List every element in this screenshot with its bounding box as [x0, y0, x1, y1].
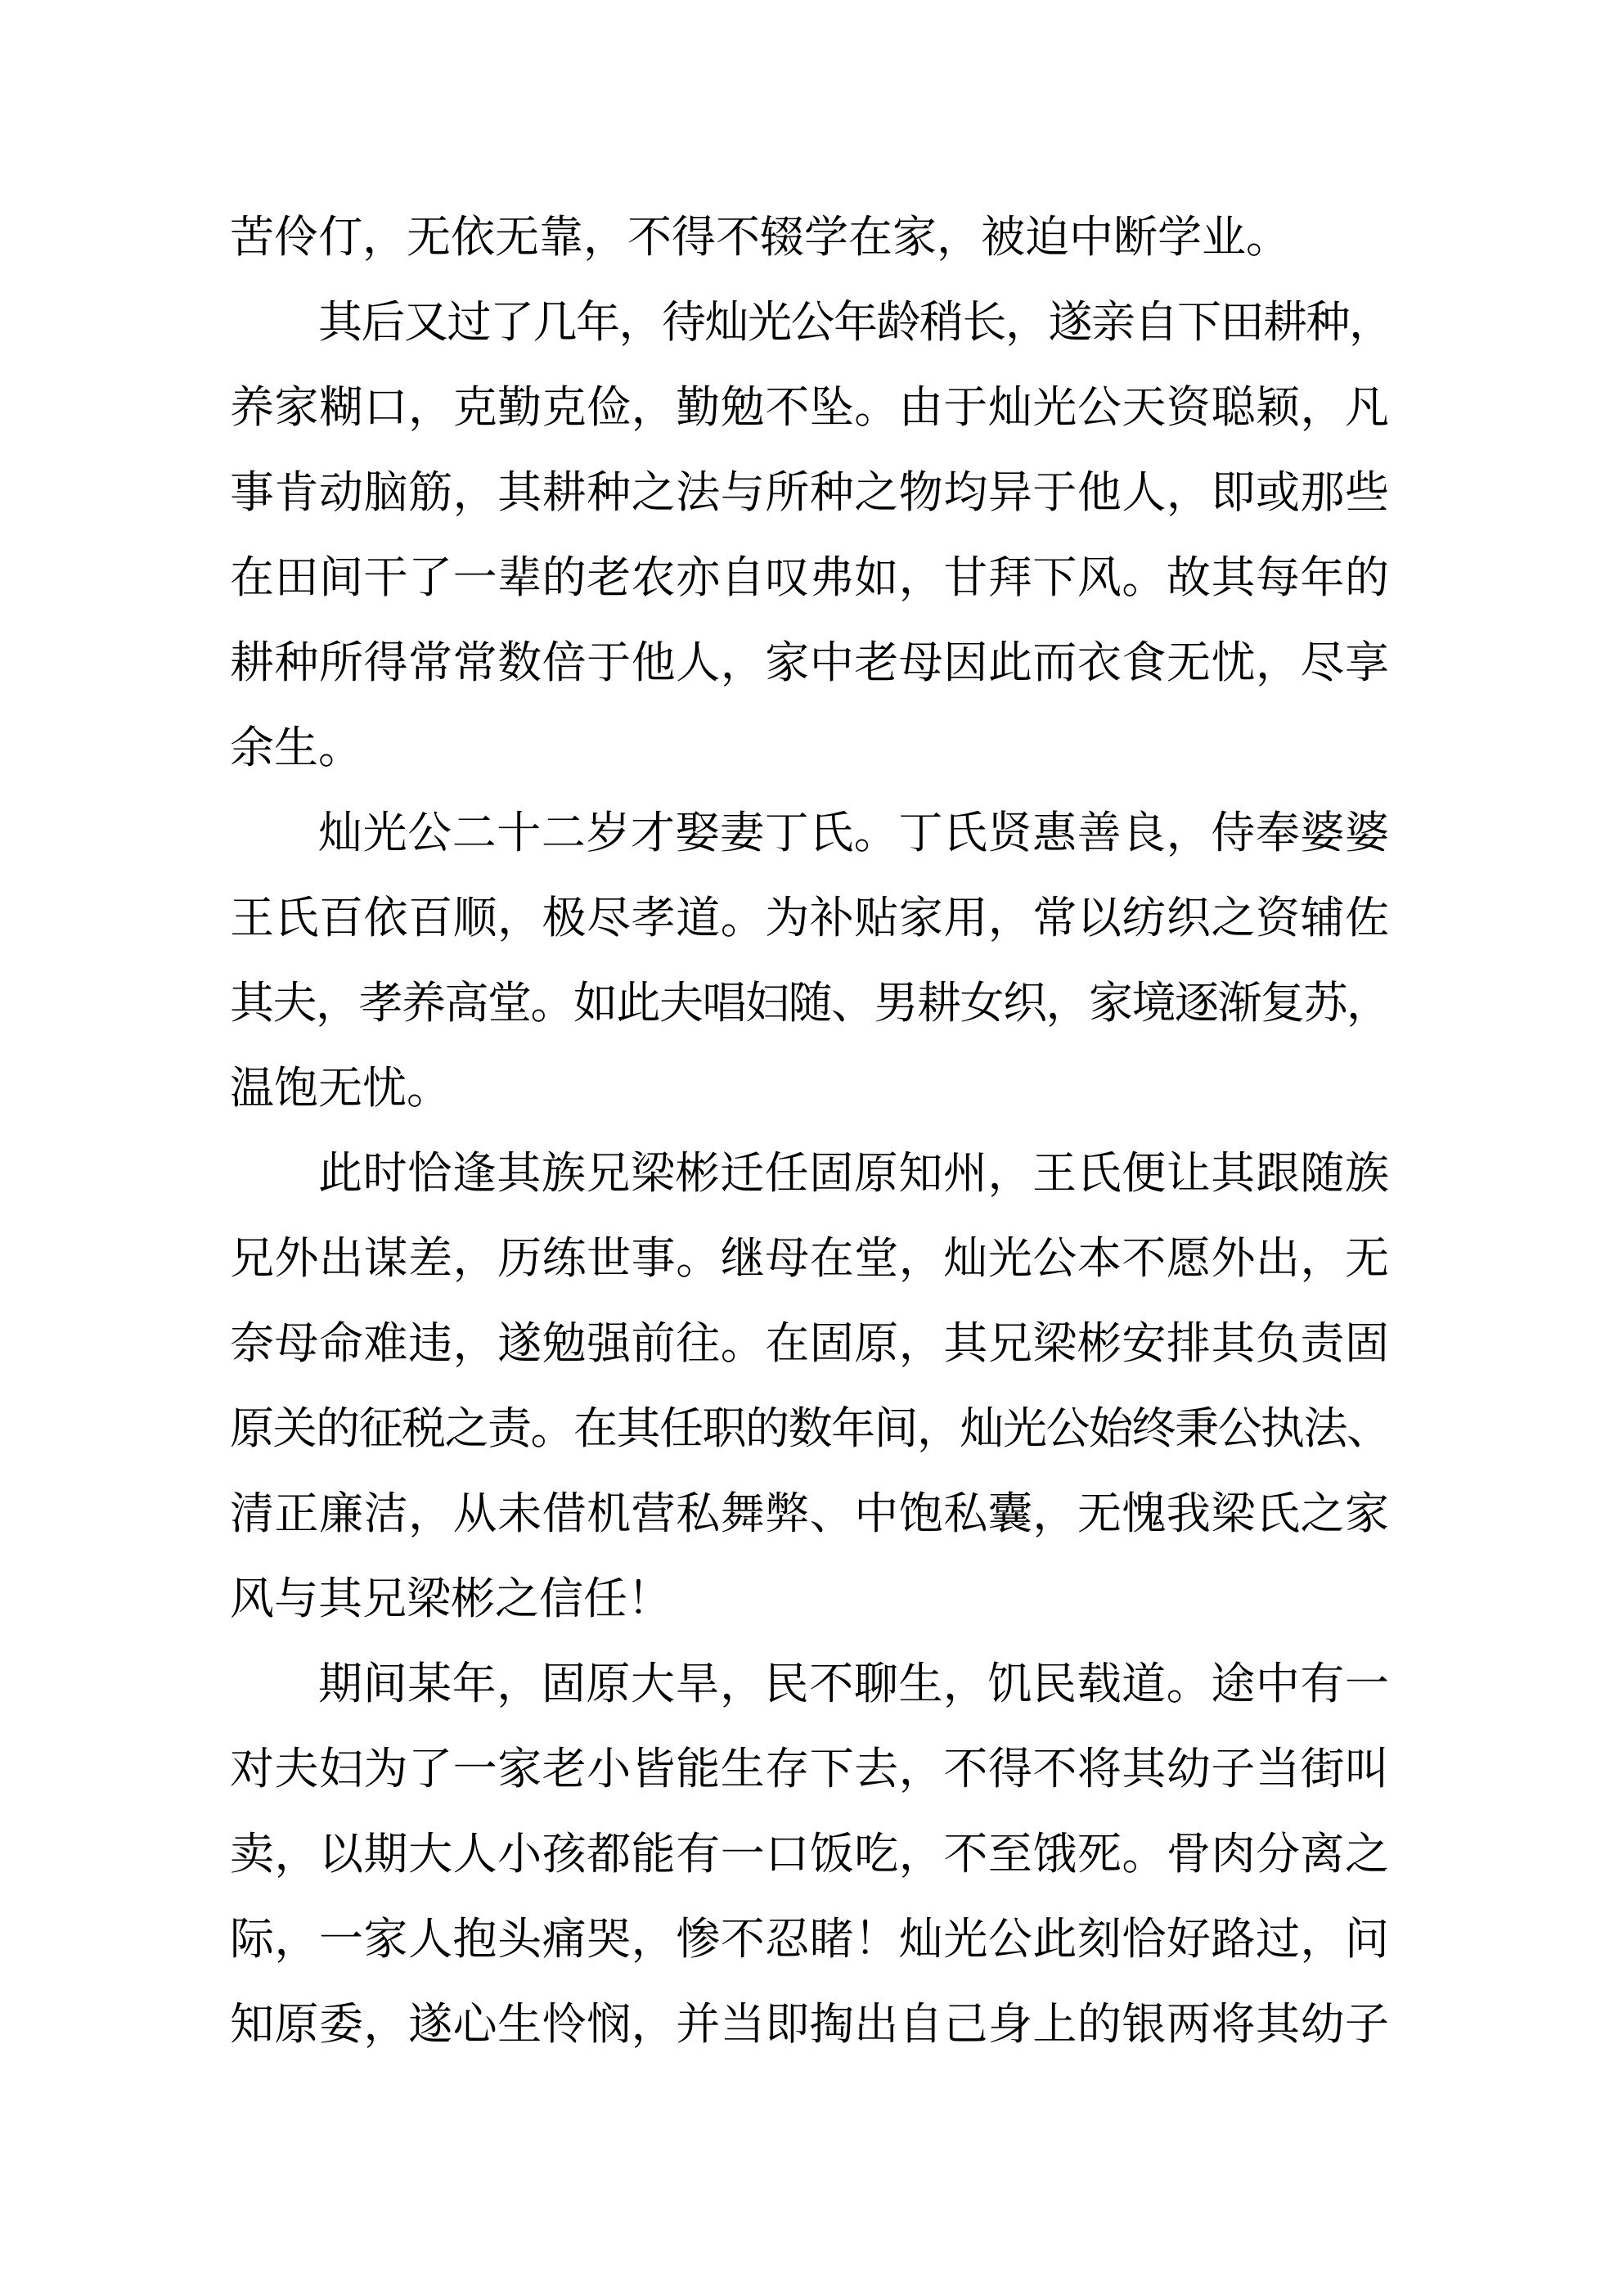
- text-line: 温饱无忧。: [230, 1064, 451, 1113]
- document-body: [230, 195, 1392, 2067]
- text-line: 原关的征税之责。在其任职的数年间，灿光公始终秉公执法、: [230, 1404, 1390, 1453]
- text-line: 养家糊口，克勤克俭，勤勉不坠。由于灿光公天资聪颖，凡: [230, 383, 1389, 432]
- text-line: 卖，以期大人小孩都能有一口饭吃，不至饿死。骨肉分离之: [230, 1830, 1389, 1879]
- text-line: 知原委，遂心生怜悯，并当即掏出自己身上的银两将其幼子: [230, 2000, 1389, 2049]
- text-line: 此时恰逢其族兄梁彬迁任固原知州，王氏便让其跟随族: [318, 1149, 1389, 1198]
- text-line: 在田间干了一辈的老农亦自叹弗如，甘拜下风。故其每年的: [230, 553, 1389, 602]
- text-line: 其后又过了几年，待灿光公年龄稍长，遂亲自下田耕种，: [318, 298, 1392, 347]
- text-line: 风与其兄梁彬之信任！: [230, 1574, 672, 1623]
- text-line: 清正廉洁，从未借机营私舞弊、中饱私囊，无愧我梁氏之家: [230, 1489, 1389, 1538]
- text-line: 灿光公二十二岁才娶妻丁氏。丁氏贤惠善良，侍奉婆婆: [318, 808, 1389, 858]
- text-line: 王氏百依百顺，极尽孝道。为补贴家用，常以纺织之资辅佐: [230, 894, 1389, 943]
- text-line: 其夫，孝养高堂。如此夫唱妇随、男耕女织，家境逐渐复苏，: [230, 979, 1390, 1028]
- text-line: 事肯动脑筋，其耕种之法与所种之物均异于他人，即或那些: [230, 468, 1389, 517]
- text-line: 余生。: [230, 723, 362, 772]
- text-line: 奈母命难违，遂勉强前往。在固原，其兄梁彬安排其负责固: [230, 1319, 1389, 1368]
- text-line: 耕种所得常常数倍于他人，家中老母因此而衣食无忧，尽享: [230, 638, 1389, 687]
- text-line: 兄外出谋差，历练世事。继母在堂，灿光公本不愿外出，无: [230, 1234, 1389, 1283]
- text-line: 际，一家人抱头痛哭，惨不忍睹！灿光公此刻恰好路过，问: [230, 1915, 1389, 1964]
- text-line: 期间某年，固原大旱，民不聊生，饥民载道。途中有一: [318, 1659, 1389, 1708]
- text-line: 对夫妇为了一家老小皆能生存下去，不得不将其幼子当街叫: [230, 1745, 1389, 1794]
- text-line: 苦伶仃，无依无靠，不得不辍学在家，被迫中断学业。: [230, 213, 1290, 262]
